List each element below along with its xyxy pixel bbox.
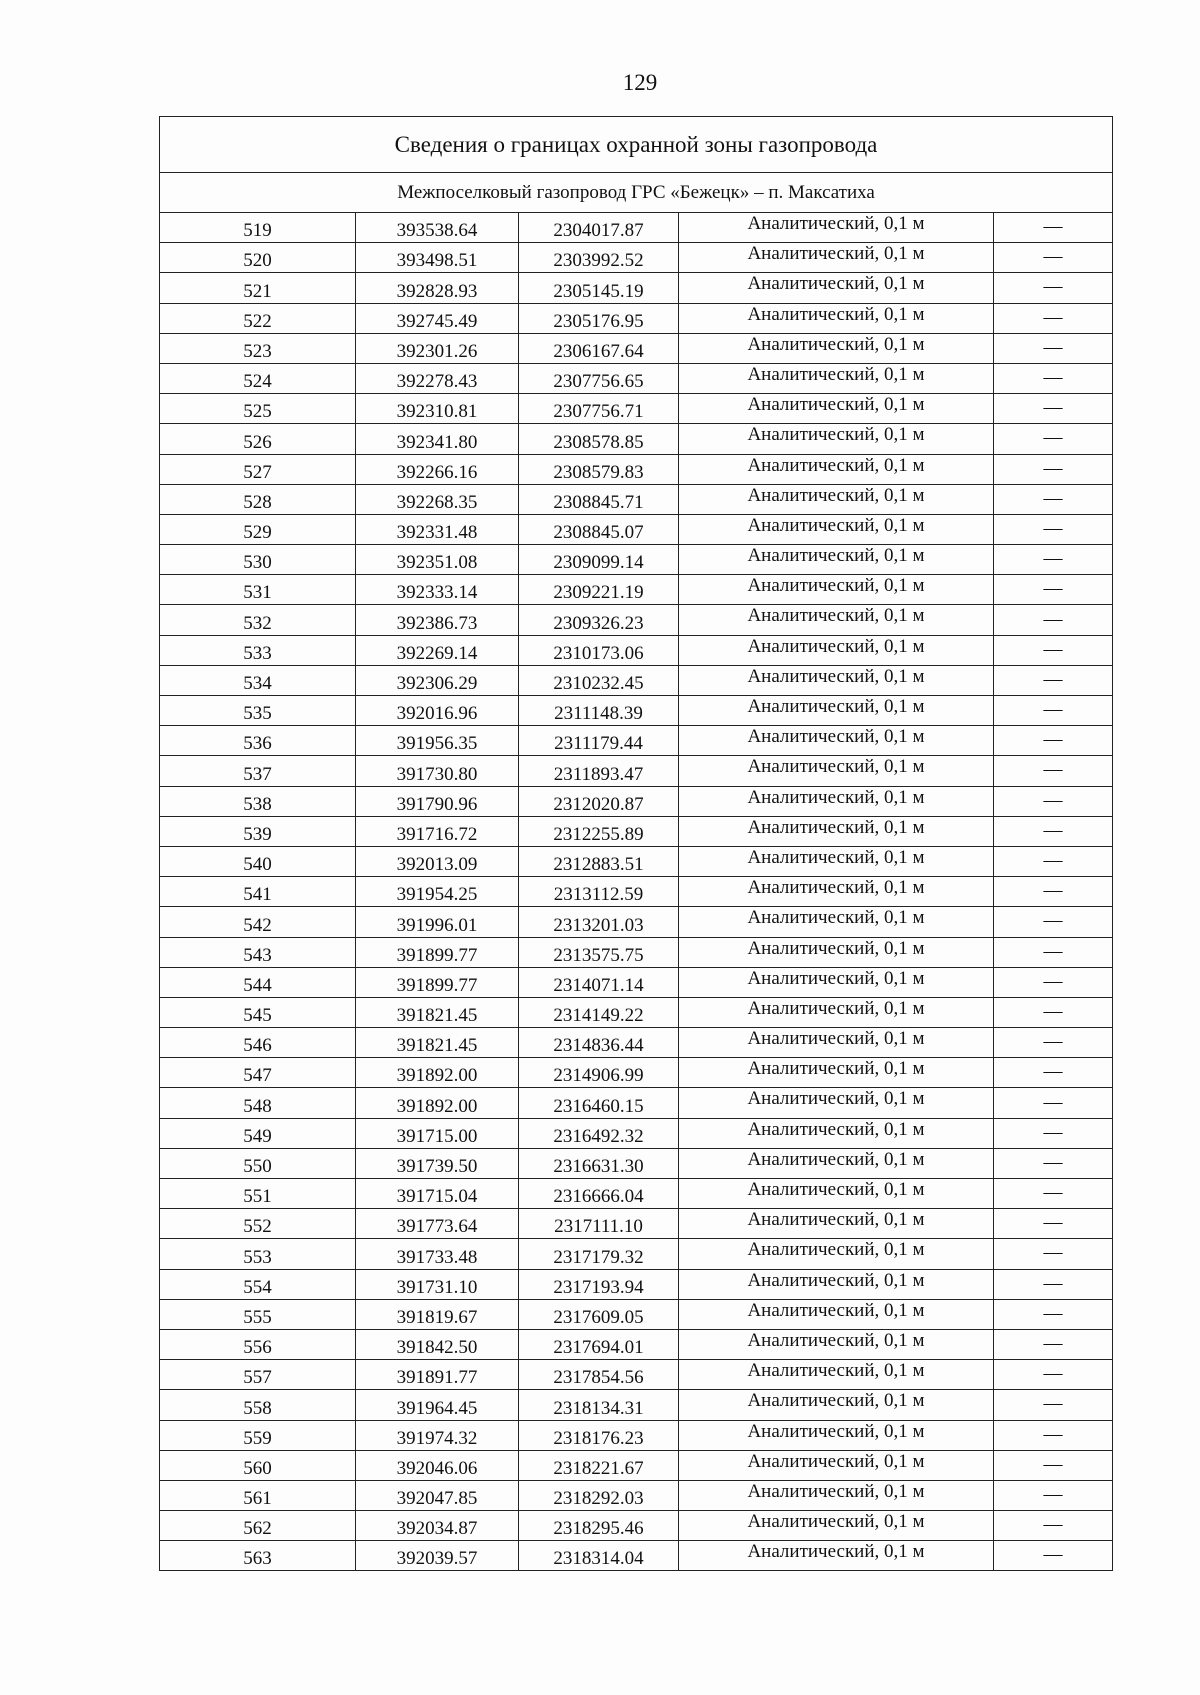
point-number-cell: 557 [160, 1360, 356, 1390]
y-coordinate-cell: 2312255.89 [519, 816, 679, 846]
table-row [160, 1450, 1113, 1480]
point-number-cell: 539 [160, 816, 356, 846]
point-number-cell: 561 [160, 1480, 356, 1510]
y-coordinate-cell: 2316460.15 [519, 1088, 679, 1118]
note-cell: — [994, 213, 1113, 243]
method-accuracy-cell: Аналитический, 0,1 м [679, 213, 994, 243]
table-row [160, 1239, 1113, 1269]
x-coordinate-cell: 391964.45 [356, 1390, 519, 1420]
x-coordinate-cell: 392351.08 [356, 545, 519, 575]
point-number-cell: 554 [160, 1269, 356, 1299]
method-accuracy-cell: Аналитический, 0,1 м [679, 1299, 994, 1329]
x-coordinate-cell: 391821.45 [356, 1028, 519, 1058]
table-row [160, 816, 1113, 846]
point-number-cell: 531 [160, 575, 356, 605]
table-row [160, 545, 1113, 575]
method-accuracy-cell: Аналитический, 0,1 м [679, 1541, 994, 1571]
method-accuracy-cell: Аналитический, 0,1 м [679, 1329, 994, 1359]
y-coordinate-cell: 2310173.06 [519, 635, 679, 665]
point-number-cell: 530 [160, 545, 356, 575]
y-coordinate-cell: 2312883.51 [519, 846, 679, 876]
x-coordinate-cell: 392046.06 [356, 1450, 519, 1480]
method-accuracy-cell: Аналитический, 0,1 м [679, 1360, 994, 1390]
y-coordinate-cell: 2314906.99 [519, 1058, 679, 1088]
y-coordinate-cell: 2314149.22 [519, 997, 679, 1027]
x-coordinate-cell: 391730.80 [356, 756, 519, 786]
x-coordinate-cell: 393498.51 [356, 243, 519, 273]
x-coordinate-cell: 392266.16 [356, 454, 519, 484]
y-coordinate-cell: 2316631.30 [519, 1148, 679, 1178]
table-row [160, 484, 1113, 514]
table-row [160, 1088, 1113, 1118]
point-number-cell: 562 [160, 1511, 356, 1541]
method-accuracy-cell: Аналитический, 0,1 м [679, 605, 994, 635]
x-coordinate-cell: 391739.50 [356, 1148, 519, 1178]
note-cell: — [994, 575, 1113, 605]
x-coordinate-cell: 391899.77 [356, 937, 519, 967]
table-row [160, 1420, 1113, 1450]
y-coordinate-cell: 2317854.56 [519, 1360, 679, 1390]
point-number-cell: 519 [160, 213, 356, 243]
x-coordinate-cell: 392828.93 [356, 273, 519, 303]
method-accuracy-cell: Аналитический, 0,1 м [679, 545, 994, 575]
note-cell: — [994, 786, 1113, 816]
note-cell: — [994, 424, 1113, 454]
note-cell: — [994, 696, 1113, 726]
note-cell: — [994, 303, 1113, 333]
note-cell: — [994, 1420, 1113, 1450]
table-row [160, 907, 1113, 937]
note-cell: — [994, 726, 1113, 756]
table-row [160, 333, 1113, 363]
y-coordinate-cell: 2309221.19 [519, 575, 679, 605]
x-coordinate-cell: 391716.72 [356, 816, 519, 846]
y-coordinate-cell: 2308845.07 [519, 514, 679, 544]
x-coordinate-cell: 391731.10 [356, 1269, 519, 1299]
table-row [160, 243, 1113, 273]
note-cell: — [994, 1299, 1113, 1329]
point-number-cell: 563 [160, 1541, 356, 1571]
method-accuracy-cell: Аналитический, 0,1 м [679, 243, 994, 273]
note-cell: — [994, 1118, 1113, 1148]
y-coordinate-cell: 2307756.71 [519, 394, 679, 424]
method-accuracy-cell: Аналитический, 0,1 м [679, 1390, 994, 1420]
note-cell: — [994, 756, 1113, 786]
method-accuracy-cell: Аналитический, 0,1 м [679, 1450, 994, 1480]
note-cell: — [994, 967, 1113, 997]
table-row [160, 303, 1113, 333]
y-coordinate-cell: 2318295.46 [519, 1511, 679, 1541]
y-coordinate-cell: 2318134.31 [519, 1390, 679, 1420]
table-row [160, 665, 1113, 695]
x-coordinate-cell: 391821.45 [356, 997, 519, 1027]
note-cell: — [994, 1179, 1113, 1209]
note-cell: — [994, 545, 1113, 575]
y-coordinate-cell: 2318176.23 [519, 1420, 679, 1450]
note-cell: — [994, 1541, 1113, 1571]
x-coordinate-cell: 391892.00 [356, 1088, 519, 1118]
x-coordinate-cell: 391891.77 [356, 1360, 519, 1390]
table-row [160, 1269, 1113, 1299]
y-coordinate-cell: 2316666.04 [519, 1179, 679, 1209]
note-cell: — [994, 1088, 1113, 1118]
y-coordinate-cell: 2312020.87 [519, 786, 679, 816]
x-coordinate-cell: 392745.49 [356, 303, 519, 333]
note-cell: — [994, 877, 1113, 907]
method-accuracy-cell: Аналитический, 0,1 м [679, 1480, 994, 1510]
table-row [160, 1511, 1113, 1541]
table-row [160, 846, 1113, 876]
point-number-cell: 527 [160, 454, 356, 484]
point-number-cell: 528 [160, 484, 356, 514]
note-cell: — [994, 333, 1113, 363]
table-row [160, 967, 1113, 997]
point-number-cell: 541 [160, 877, 356, 907]
y-coordinate-cell: 2304017.87 [519, 213, 679, 243]
point-number-cell: 534 [160, 665, 356, 695]
x-coordinate-cell: 392047.85 [356, 1480, 519, 1510]
x-coordinate-cell: 392034.87 [356, 1511, 519, 1541]
method-accuracy-cell: Аналитический, 0,1 м [679, 273, 994, 303]
y-coordinate-cell: 2308845.71 [519, 484, 679, 514]
boundary-table [159, 116, 1113, 1571]
method-accuracy-cell: Аналитический, 0,1 м [679, 967, 994, 997]
x-coordinate-cell: 391892.00 [356, 1058, 519, 1088]
point-number-cell: 536 [160, 726, 356, 756]
y-coordinate-cell: 2314836.44 [519, 1028, 679, 1058]
method-accuracy-cell: Аналитический, 0,1 м [679, 333, 994, 363]
y-coordinate-cell: 2306167.64 [519, 333, 679, 363]
y-coordinate-cell: 2313575.75 [519, 937, 679, 967]
table-body [160, 213, 1113, 1571]
x-coordinate-cell: 392016.96 [356, 696, 519, 726]
table-row [160, 1329, 1113, 1359]
x-coordinate-cell: 391996.01 [356, 907, 519, 937]
note-cell: — [994, 1209, 1113, 1239]
x-coordinate-cell: 391842.50 [356, 1329, 519, 1359]
method-accuracy-cell: Аналитический, 0,1 м [679, 424, 994, 454]
table-row [160, 877, 1113, 907]
method-accuracy-cell: Аналитический, 0,1 м [679, 1028, 994, 1058]
table-row [160, 1179, 1113, 1209]
y-coordinate-cell: 2308578.85 [519, 424, 679, 454]
point-number-cell: 535 [160, 696, 356, 726]
point-number-cell: 550 [160, 1148, 356, 1178]
method-accuracy-cell: Аналитический, 0,1 м [679, 363, 994, 393]
method-accuracy-cell: Аналитический, 0,1 м [679, 1058, 994, 1088]
method-accuracy-cell: Аналитический, 0,1 м [679, 846, 994, 876]
method-accuracy-cell: Аналитический, 0,1 м [679, 786, 994, 816]
method-accuracy-cell: Аналитический, 0,1 м [679, 1209, 994, 1239]
x-coordinate-cell: 391974.32 [356, 1420, 519, 1450]
point-number-cell: 544 [160, 967, 356, 997]
x-coordinate-cell: 392331.48 [356, 514, 519, 544]
x-coordinate-cell: 392301.26 [356, 333, 519, 363]
x-coordinate-cell: 392310.81 [356, 394, 519, 424]
y-coordinate-cell: 2305176.95 [519, 303, 679, 333]
x-coordinate-cell: 391899.77 [356, 967, 519, 997]
table-row [160, 213, 1113, 243]
x-coordinate-cell: 391773.64 [356, 1209, 519, 1239]
table-row [160, 696, 1113, 726]
note-cell: — [994, 1480, 1113, 1510]
point-number-cell: 556 [160, 1329, 356, 1359]
note-cell: — [994, 846, 1113, 876]
point-number-cell: 548 [160, 1088, 356, 1118]
x-coordinate-cell: 392039.57 [356, 1541, 519, 1571]
point-number-cell: 553 [160, 1239, 356, 1269]
note-cell: — [994, 1269, 1113, 1299]
note-cell: — [994, 1148, 1113, 1178]
table-row [160, 937, 1113, 967]
method-accuracy-cell: Аналитический, 0,1 м [679, 635, 994, 665]
method-accuracy-cell: Аналитический, 0,1 м [679, 907, 994, 937]
y-coordinate-cell: 2314071.14 [519, 967, 679, 997]
note-cell: — [994, 514, 1113, 544]
method-accuracy-cell: Аналитический, 0,1 м [679, 997, 994, 1027]
method-accuracy-cell: Аналитический, 0,1 м [679, 303, 994, 333]
x-coordinate-cell: 392386.73 [356, 605, 519, 635]
point-number-cell: 540 [160, 846, 356, 876]
y-coordinate-cell: 2318221.67 [519, 1450, 679, 1480]
table-row [160, 635, 1113, 665]
note-cell: — [994, 1058, 1113, 1088]
note-cell: — [994, 1360, 1113, 1390]
note-cell: — [994, 394, 1113, 424]
table-row [160, 1480, 1113, 1510]
x-coordinate-cell: 391715.00 [356, 1118, 519, 1148]
note-cell: — [994, 484, 1113, 514]
y-coordinate-cell: 2313112.59 [519, 877, 679, 907]
y-coordinate-cell: 2317193.94 [519, 1269, 679, 1299]
table-row [160, 1360, 1113, 1390]
table-row [160, 1390, 1113, 1420]
point-number-cell: 521 [160, 273, 356, 303]
x-coordinate-cell: 391819.67 [356, 1299, 519, 1329]
table-row [160, 726, 1113, 756]
method-accuracy-cell: Аналитический, 0,1 м [679, 937, 994, 967]
x-coordinate-cell: 392333.14 [356, 575, 519, 605]
point-number-cell: 529 [160, 514, 356, 544]
table-row [160, 273, 1113, 303]
method-accuracy-cell: Аналитический, 0,1 м [679, 454, 994, 484]
method-accuracy-cell: Аналитический, 0,1 м [679, 514, 994, 544]
point-number-cell: 555 [160, 1299, 356, 1329]
note-cell: — [994, 665, 1113, 695]
x-coordinate-cell: 392013.09 [356, 846, 519, 876]
y-coordinate-cell: 2305145.19 [519, 273, 679, 303]
method-accuracy-cell: Аналитический, 0,1 м [679, 575, 994, 605]
note-cell: — [994, 605, 1113, 635]
y-coordinate-cell: 2318292.03 [519, 1480, 679, 1510]
point-number-cell: 523 [160, 333, 356, 363]
y-coordinate-cell: 2317111.10 [519, 1209, 679, 1239]
table-row [160, 1299, 1113, 1329]
method-accuracy-cell: Аналитический, 0,1 м [679, 1420, 994, 1450]
y-coordinate-cell: 2317694.01 [519, 1329, 679, 1359]
table-row [160, 786, 1113, 816]
y-coordinate-cell: 2307756.65 [519, 363, 679, 393]
point-number-cell: 525 [160, 394, 356, 424]
method-accuracy-cell: Аналитический, 0,1 м [679, 816, 994, 846]
table-row [160, 575, 1113, 605]
table-subtitle: Межпоселковый газопровод ГРС «Бежецк» – п. Максатиха [160, 173, 1113, 213]
table-row [160, 1209, 1113, 1239]
point-number-cell: 526 [160, 424, 356, 454]
note-cell: — [994, 937, 1113, 967]
y-coordinate-cell: 2308579.83 [519, 454, 679, 484]
table-row [160, 1541, 1113, 1571]
note-cell: — [994, 997, 1113, 1027]
y-coordinate-cell: 2309326.23 [519, 605, 679, 635]
y-coordinate-cell: 2318314.04 [519, 1541, 679, 1571]
note-cell: — [994, 635, 1113, 665]
table-row [160, 424, 1113, 454]
note-cell: — [994, 816, 1113, 846]
note-cell: — [994, 907, 1113, 937]
note-cell: — [994, 1511, 1113, 1541]
table-row [160, 394, 1113, 424]
table-title: Сведения о границах охранной зоны газопровода [160, 117, 1113, 173]
note-cell: — [994, 454, 1113, 484]
note-cell: — [994, 1028, 1113, 1058]
x-coordinate-cell: 392341.80 [356, 424, 519, 454]
point-number-cell: 547 [160, 1058, 356, 1088]
y-coordinate-cell: 2311148.39 [519, 696, 679, 726]
x-coordinate-cell: 393538.64 [356, 213, 519, 243]
y-coordinate-cell: 2311893.47 [519, 756, 679, 786]
table-row [160, 756, 1113, 786]
method-accuracy-cell: Аналитический, 0,1 м [679, 877, 994, 907]
x-coordinate-cell: 391733.48 [356, 1239, 519, 1269]
method-accuracy-cell: Аналитический, 0,1 м [679, 756, 994, 786]
method-accuracy-cell: Аналитический, 0,1 м [679, 1179, 994, 1209]
point-number-cell: 552 [160, 1209, 356, 1239]
note-cell: — [994, 363, 1113, 393]
x-coordinate-cell: 391715.04 [356, 1179, 519, 1209]
point-number-cell: 542 [160, 907, 356, 937]
point-number-cell: 545 [160, 997, 356, 1027]
point-number-cell: 524 [160, 363, 356, 393]
note-cell: — [994, 1239, 1113, 1269]
note-cell: — [994, 1329, 1113, 1359]
method-accuracy-cell: Аналитический, 0,1 м [679, 484, 994, 514]
table-row [160, 997, 1113, 1027]
y-coordinate-cell: 2303992.52 [519, 243, 679, 273]
x-coordinate-cell: 391954.25 [356, 877, 519, 907]
point-number-cell: 549 [160, 1118, 356, 1148]
x-coordinate-cell: 391956.35 [356, 726, 519, 756]
note-cell: — [994, 243, 1113, 273]
x-coordinate-cell: 392278.43 [356, 363, 519, 393]
point-number-cell: 532 [160, 605, 356, 635]
method-accuracy-cell: Аналитический, 0,1 м [679, 1269, 994, 1299]
table-row [160, 363, 1113, 393]
point-number-cell: 546 [160, 1028, 356, 1058]
y-coordinate-cell: 2311179.44 [519, 726, 679, 756]
y-coordinate-cell: 2316492.32 [519, 1118, 679, 1148]
method-accuracy-cell: Аналитический, 0,1 м [679, 1118, 994, 1148]
table-row [160, 605, 1113, 635]
x-coordinate-cell: 392269.14 [356, 635, 519, 665]
point-number-cell: 551 [160, 1179, 356, 1209]
point-number-cell: 559 [160, 1420, 356, 1450]
point-number-cell: 538 [160, 786, 356, 816]
method-accuracy-cell: Аналитический, 0,1 м [679, 394, 994, 424]
method-accuracy-cell: Аналитический, 0,1 м [679, 1088, 994, 1118]
x-coordinate-cell: 392268.35 [356, 484, 519, 514]
y-coordinate-cell: 2317179.32 [519, 1239, 679, 1269]
point-number-cell: 558 [160, 1390, 356, 1420]
y-coordinate-cell: 2310232.45 [519, 665, 679, 695]
table-row [160, 1148, 1113, 1178]
method-accuracy-cell: Аналитический, 0,1 м [679, 1239, 994, 1269]
note-cell: — [994, 273, 1113, 303]
table-row [160, 1028, 1113, 1058]
point-number-cell: 522 [160, 303, 356, 333]
y-coordinate-cell: 2313201.03 [519, 907, 679, 937]
method-accuracy-cell: Аналитический, 0,1 м [679, 726, 994, 756]
note-cell: — [994, 1390, 1113, 1420]
page-number: 129 [622, 70, 658, 95]
point-number-cell: 520 [160, 243, 356, 273]
method-accuracy-cell: Аналитический, 0,1 м [679, 1511, 994, 1541]
table-row [160, 1118, 1113, 1148]
y-coordinate-cell: 2317609.05 [519, 1299, 679, 1329]
x-coordinate-cell: 391790.96 [356, 786, 519, 816]
method-accuracy-cell: Аналитический, 0,1 м [679, 696, 994, 726]
note-cell: — [994, 1450, 1113, 1480]
method-accuracy-cell: Аналитический, 0,1 м [679, 1148, 994, 1178]
method-accuracy-cell: Аналитический, 0,1 м [679, 665, 994, 695]
y-coordinate-cell: 2309099.14 [519, 545, 679, 575]
point-number-cell: 537 [160, 756, 356, 786]
point-number-cell: 533 [160, 635, 356, 665]
point-number-cell: 543 [160, 937, 356, 967]
x-coordinate-cell: 392306.29 [356, 665, 519, 695]
table-row [160, 454, 1113, 484]
table-row [160, 514, 1113, 544]
point-number-cell: 560 [160, 1450, 356, 1480]
table-row [160, 1058, 1113, 1088]
